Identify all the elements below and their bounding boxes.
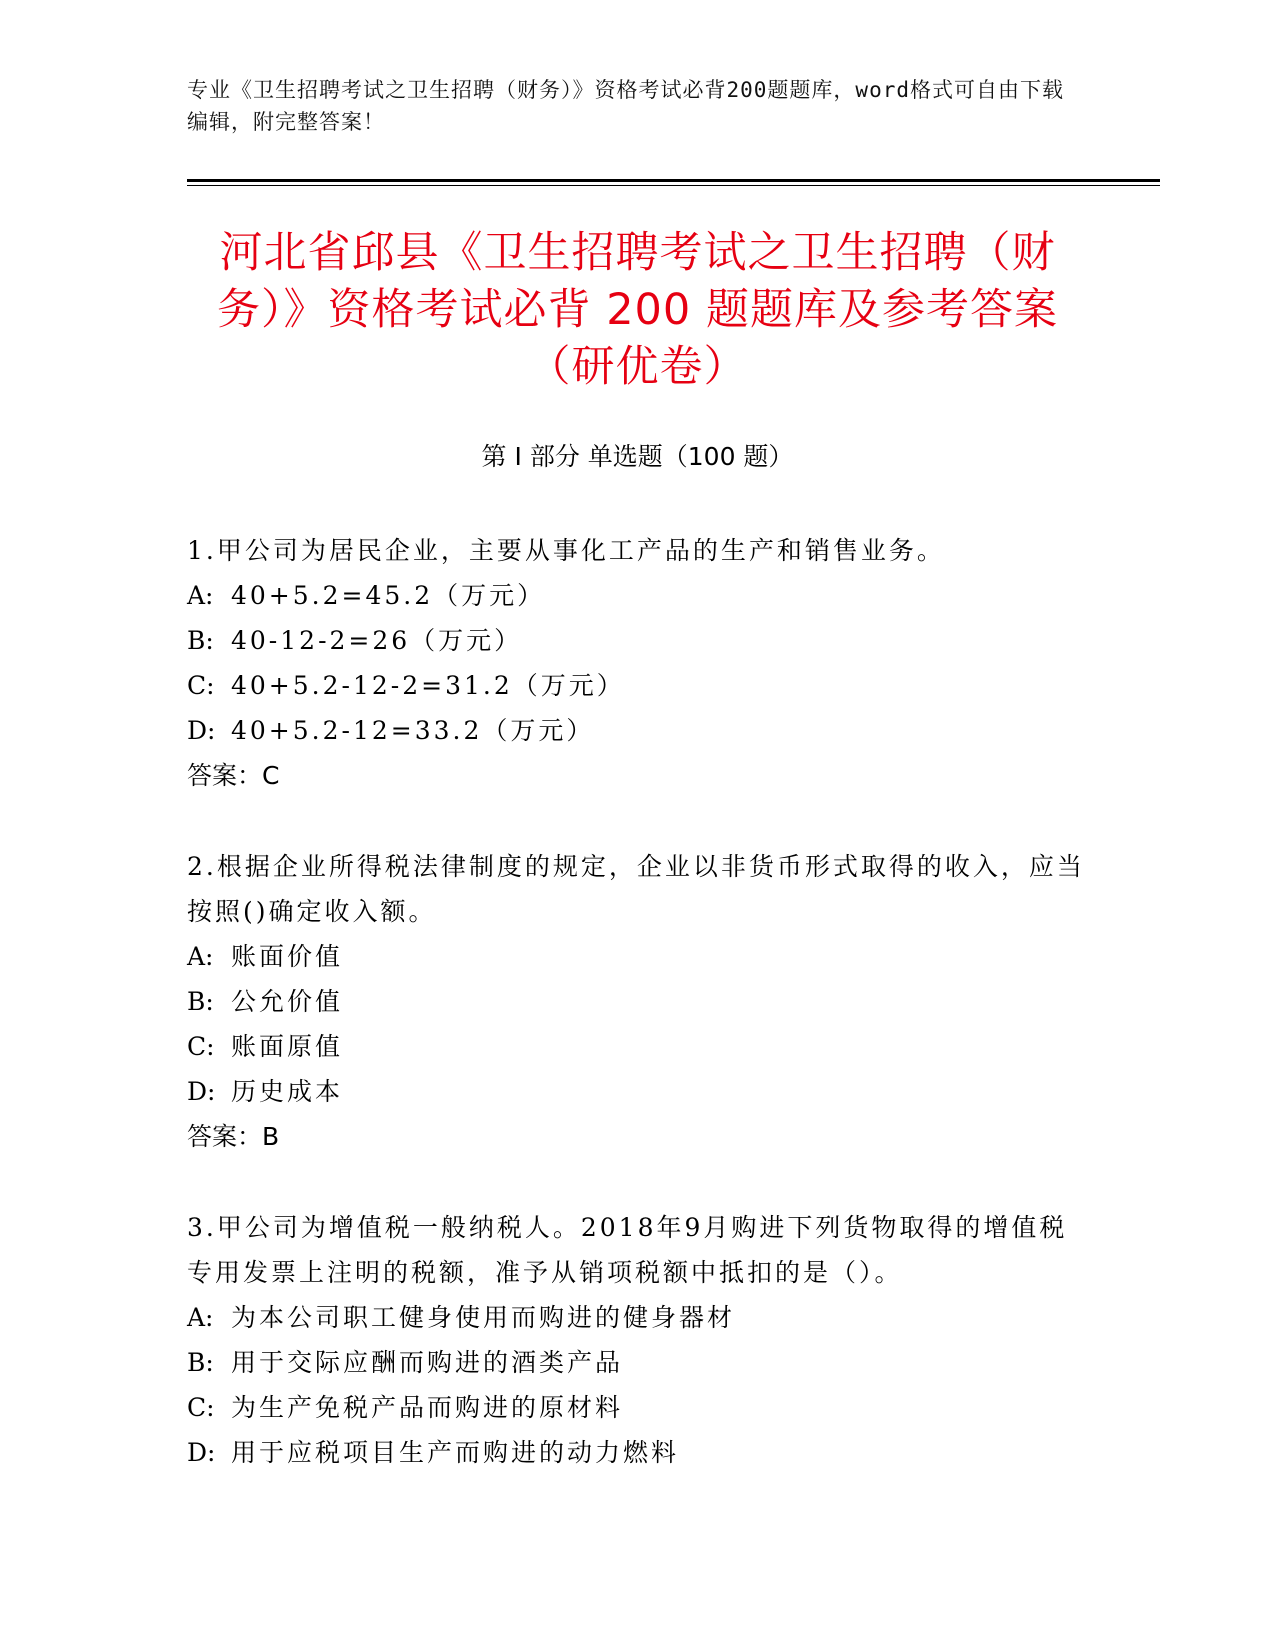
option-label: C: <box>187 1032 215 1061</box>
option-text: 40+5.2-12=33.2（万元） <box>231 716 595 745</box>
option-text: 用于应税项目生产而购进的动力燃料 <box>231 1438 680 1467</box>
question-1 <box>187 528 1087 798</box>
option-text: 为本公司职工健身使用而购进的健身器材 <box>231 1303 736 1332</box>
option-label: A: <box>187 1303 214 1332</box>
option-b <box>187 979 1087 1024</box>
option-b <box>187 1340 1087 1385</box>
question-stem: 2.根据企业所得税法律制度的规定，企业以非货币形式取得的收入，应当按照()确定收入额。 <box>187 852 1085 926</box>
option-text: 用于交际应酬而购进的酒类产品 <box>231 1348 624 1377</box>
option-text: 历史成本 <box>231 1077 344 1106</box>
option-text: 公允价值 <box>231 987 344 1016</box>
option-text: 账面原值 <box>231 1032 344 1061</box>
option-text: 40+5.2=45.2（万元） <box>231 581 546 610</box>
question-stem: 1.甲公司为居民企业，主要从事化工产品的生产和销售业务。 <box>187 536 945 565</box>
header-divider-thick <box>187 179 1160 182</box>
option-text: 40-12-2=26（万元） <box>231 626 523 655</box>
option-d <box>187 708 1087 753</box>
header-note: 专业《卫生招聘考试之卫生招聘（财务）》资格考试必背200题题库，word格式可自由下载编辑，附完整答案！ <box>187 78 1064 134</box>
option-label: A: <box>187 581 214 610</box>
title-line-2: 务）》资格考试必背 200 题题库及参考答案 <box>217 285 1058 335</box>
question-stem: 3.甲公司为增值税一般纳税人。2018年9月购进下列货物取得的增值税专用发票上注明的税额，准予从销项税额中抵扣的是（）。 <box>187 1213 1068 1287</box>
option-label: A: <box>187 942 214 971</box>
option-text: 为生产免税产品而购进的原材料 <box>231 1393 624 1422</box>
option-label: C: <box>187 1393 215 1422</box>
title-line-3: （研优卷） <box>527 342 748 392</box>
option-a <box>187 934 1087 979</box>
option-text: 40+5.2-12-2=31.2（万元） <box>231 671 625 700</box>
question-3 <box>187 1205 1087 1475</box>
option-label: D: <box>187 716 216 745</box>
option-b <box>187 618 1087 663</box>
option-a <box>187 573 1087 618</box>
question-list <box>187 528 1087 1521</box>
option-label: B: <box>187 1348 214 1377</box>
option-label: B: <box>187 987 214 1016</box>
header-divider-thin <box>187 185 1160 186</box>
option-label: D: <box>187 1077 216 1106</box>
document-title <box>150 225 1125 396</box>
title-line-1: 河北省邱县《卫生招聘考试之卫生招聘（财 <box>219 228 1056 278</box>
option-c <box>187 1385 1087 1430</box>
answer: 答案：C <box>187 761 280 790</box>
option-text: 账面价值 <box>231 942 344 971</box>
section-title: 第 I 部分 单选题（100 题） <box>481 442 794 471</box>
option-a <box>187 1295 1087 1340</box>
option-d <box>187 1069 1087 1114</box>
question-2 <box>187 844 1087 1159</box>
option-label: B: <box>187 626 214 655</box>
option-label: C: <box>187 671 215 700</box>
option-c <box>187 663 1087 708</box>
option-d <box>187 1430 1087 1475</box>
answer: 答案：B <box>187 1122 280 1151</box>
option-c <box>187 1024 1087 1069</box>
option-label: D: <box>187 1438 216 1467</box>
